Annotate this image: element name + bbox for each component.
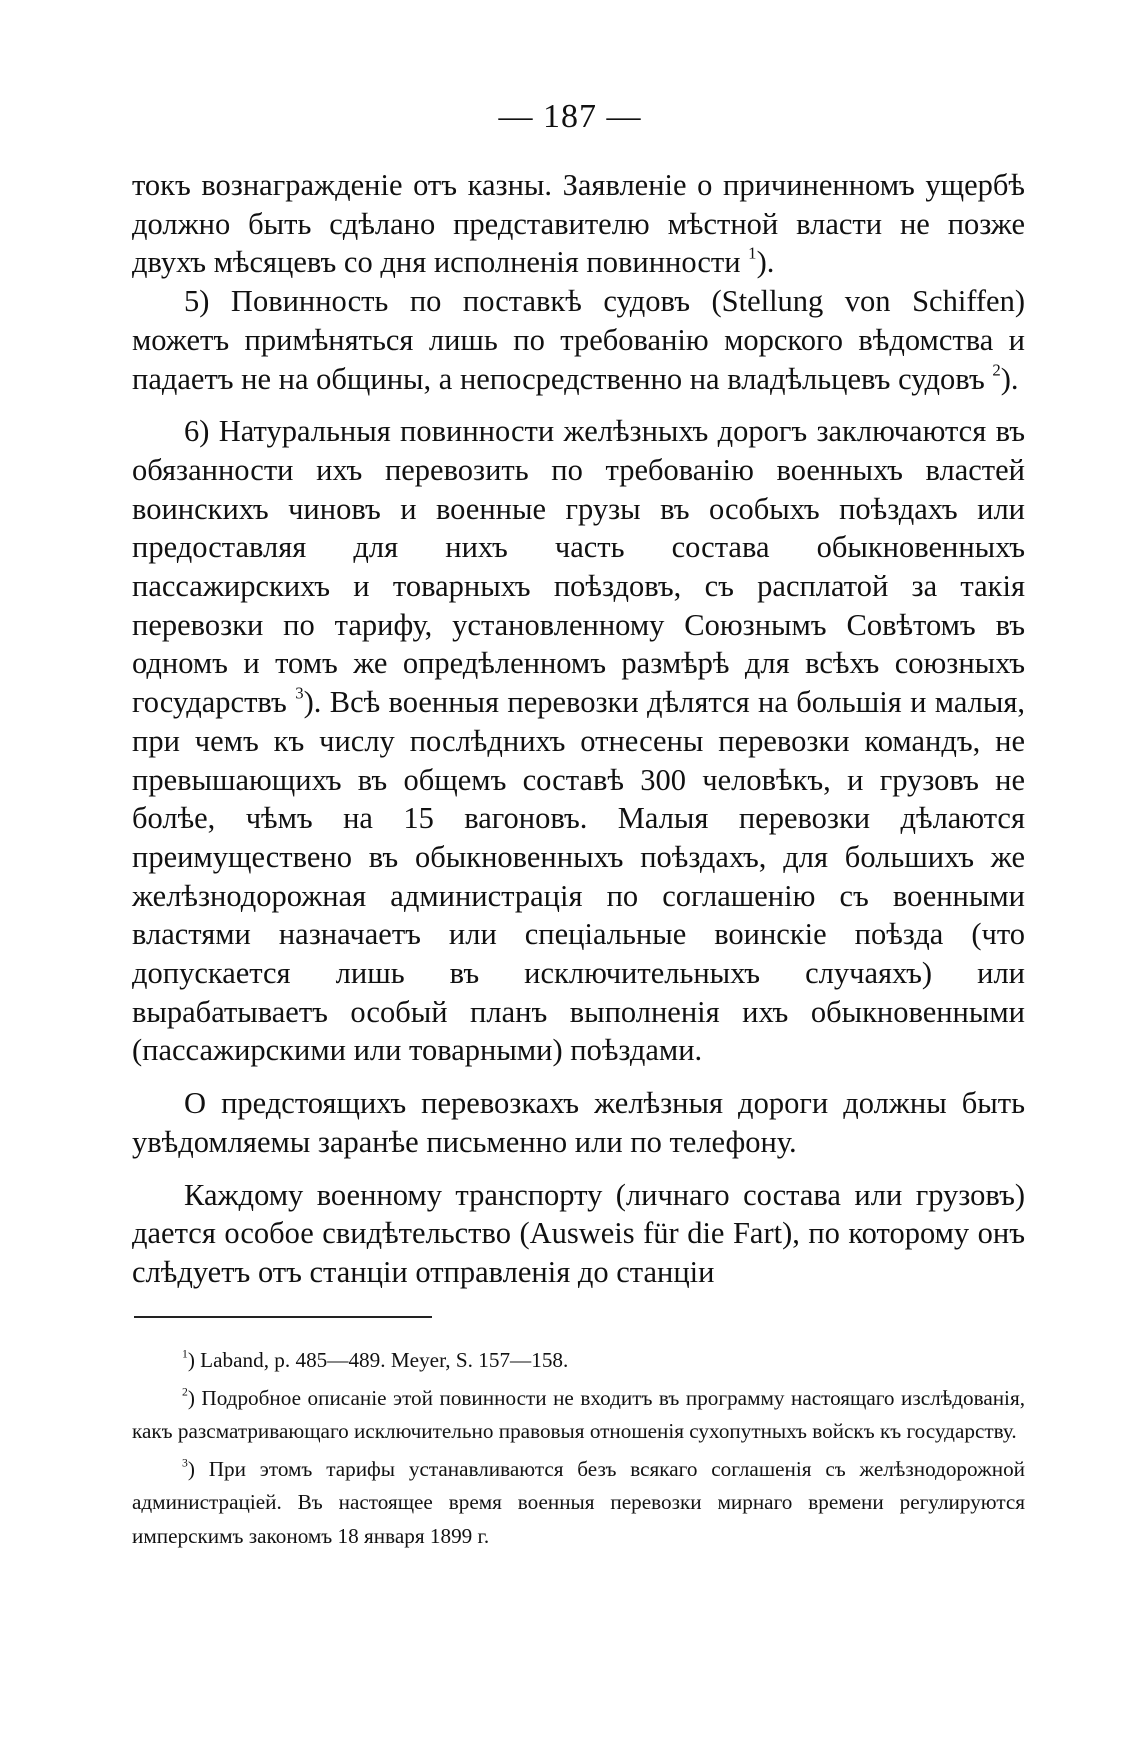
paragraph-4: О предстоящихъ перевозкахъ желѣзныя дороги должны быть увѣдомляемы заранѣе письменно или по телефону. [132, 1086, 1025, 1159]
footnote-2-marker: 2 [182, 1385, 188, 1399]
paragraph-3-text-b: ). Всѣ военныя перевозки дѣлятся на большія и малыя, при чемъ къ числу послѣднихъ отнесены перевозки командъ, не превышающихъ въ общемъ составѣ 300 человѣкъ, и грузовъ не болѣе, чѣмъ на 15 вагоновъ. Малыя перевозки дѣлаются преимуществено въ обыкновенныхъ поѣздахъ, для большихъ же желѣзнодорожная администрація по соглашенію съ военными властями назначаетъ или спеціальные воинскіе поѣзда (что допускается лишь въ исключительныхъ случаяхъ) или вырабатываетъ особый планъ выполненія ихъ обыкновенными (пассажирскими или товарными) поѣздами. [132, 685, 1026, 1068]
paragraph-1-text: токъ вознагражденіе отъ казны. Заявленіе о причиненномъ ущербѣ должно быть сдѣлано представителю мѣстной власти не позже двухъ мѣсяцевъ со дня исполненія повинности [132, 168, 1025, 280]
paragraph-5: Каждому военному транспорту (личнаго состава или грузовъ) дается особое свидѣтельство (Ausweis für die Fart), по которому онъ слѣдуетъ отъ станціи отправленія до станціи [132, 1177, 1025, 1289]
footnote-1 [132, 1344, 1025, 1378]
footnote-ref-2: 2 [992, 360, 1001, 380]
paragraph-2 [132, 282, 1025, 398]
footnote-ref-3: 3 [295, 683, 304, 703]
paragraph-1-end: ). [756, 245, 775, 280]
footnote-2-text: ) Подробное описаніе этой повинности не входитъ въ программу настоящаго изслѣдованія, какъ разсматривающаго исключительно правовыя отношенія сухопутныхъ войскъ къ государству. [132, 1385, 1025, 1443]
footnote-3-text: ) При этомъ тарифы устанавливаются безъ всякаго соглашенія съ желѣзнодорожной администраціей. Въ настоящее время военныя перевозки мирнаго времени регулируются имперскимъ закономъ 18 января 1899 г. [132, 1456, 1025, 1548]
page-number: — 187 — [498, 98, 642, 135]
footnote-1-text: ) Laband, p. 485—489. Meyer, S. 157—158. [187, 1348, 569, 1372]
paragraph-1 [132, 166, 1025, 282]
footnote-2 [132, 1382, 1025, 1449]
footnotes [132, 1344, 1025, 1553]
paragraph-3-text-a: 6) Натуральныя повинности желѣзныхъ дорогъ заключаются въ обязанности ихъ перевозить по требованію военныхъ властей воинскихъ чиновъ и военные грузы въ особыхъ поѣздахъ или предоставляя для нихъ часть состава обыкновенныхъ пассажирскихъ и товарныхъ поѣздовъ, съ расплатой за такія перевозки по тарифу, установленному Союзнымъ Совѣтомъ въ одномъ и томъ же опредѣленномъ размѣрѣ для всѣхъ союзныхъ государствъ [132, 414, 1025, 720]
footnote-3 [132, 1453, 1025, 1554]
footnote-divider [134, 1316, 432, 1318]
paragraph-3 [132, 412, 1025, 1070]
paragraph-2-text: 5) Повинность по поставкѣ судовъ (Stellung von Schiffen) можетъ примѣняться лишь по требованію морского вѣдомства и падаетъ не на общины, а непосредственно на владѣльцевъ судовъ [132, 284, 1025, 396]
main-text [132, 166, 1025, 1292]
paragraph-2-end: ). [1000, 361, 1019, 396]
footnote-1-marker: 1 [182, 1347, 188, 1361]
footnote-3-marker: 3 [182, 1456, 188, 1470]
footnote-ref-1: 1 [748, 244, 757, 263]
